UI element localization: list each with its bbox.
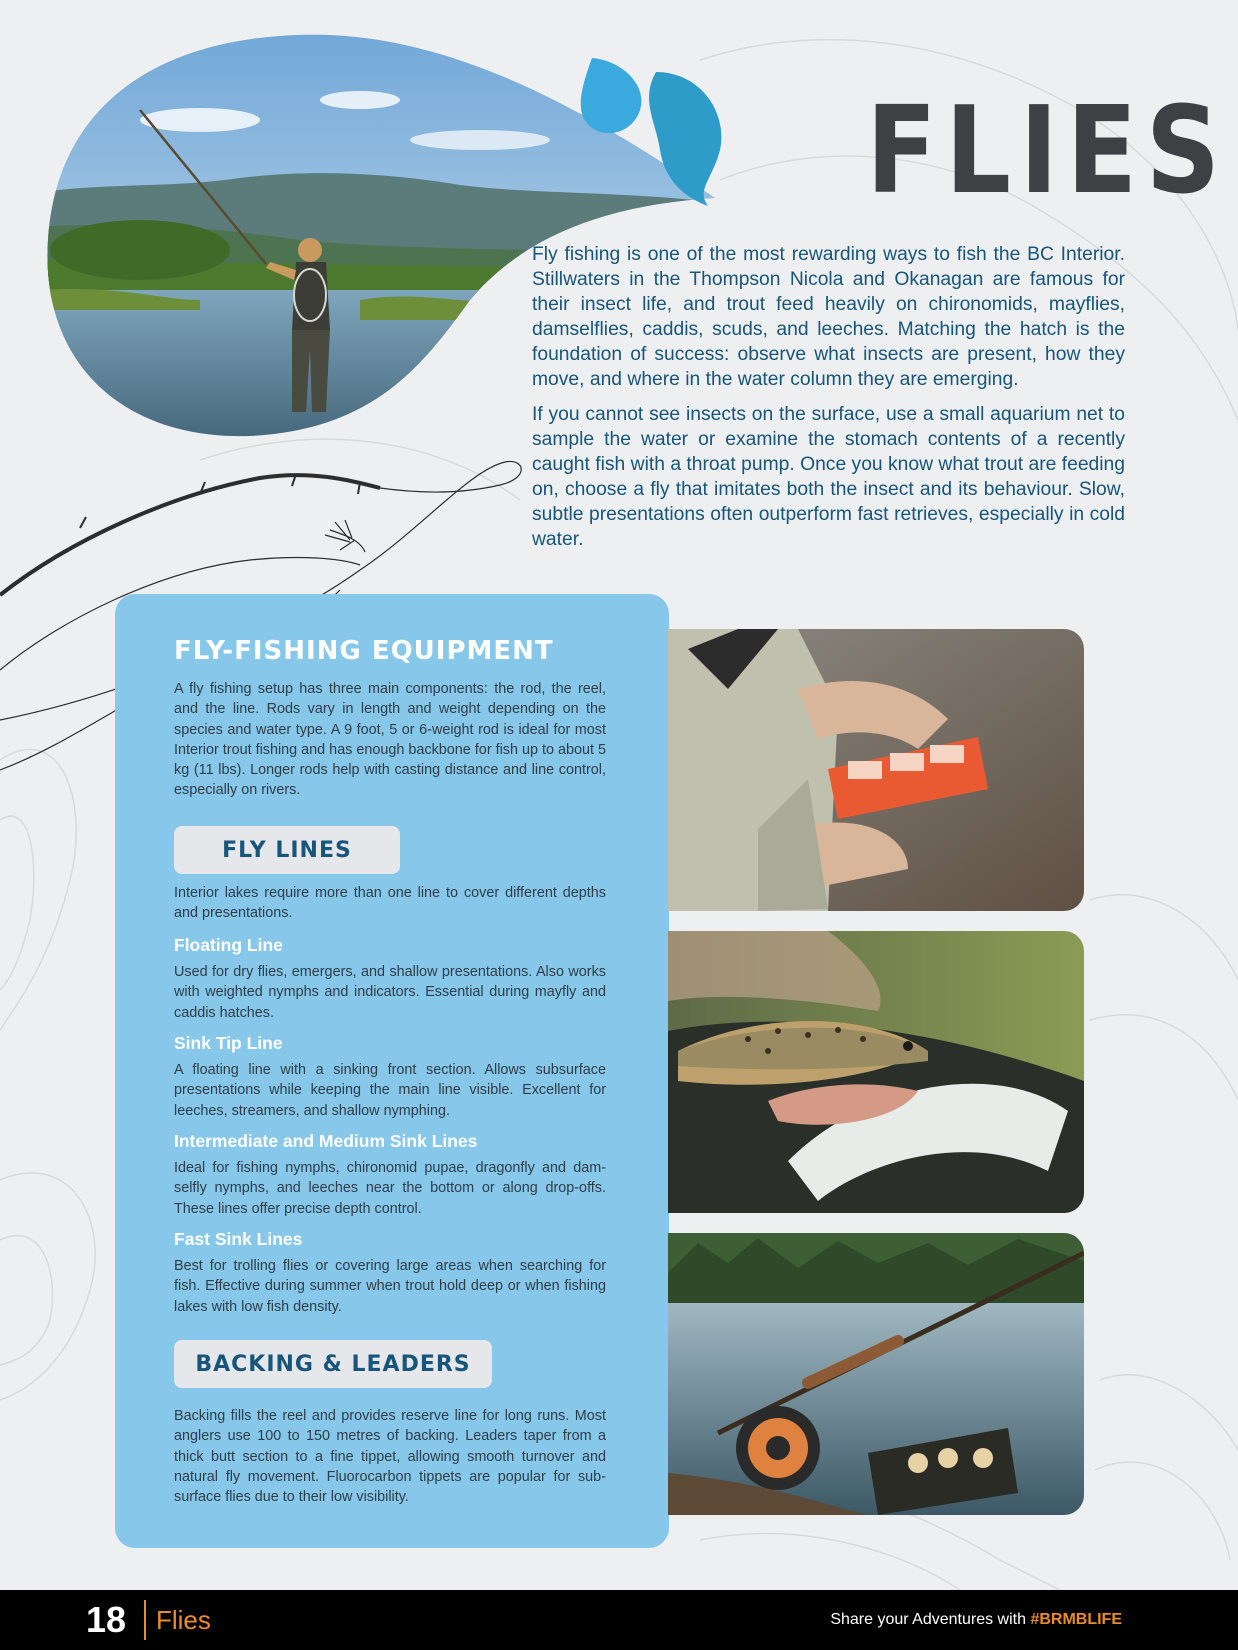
- page-number: 18: [86, 1599, 127, 1640]
- share-text: [830, 1608, 1122, 1632]
- floating-line-heading: Floating Line: [174, 935, 283, 955]
- fly-box-photo: [668, 629, 1084, 911]
- intro-paragraph: If you cannot see insects on the surface, use a small aquarium net to sample the water or examine the stomach contents of a recently caught fish with a throat pump. Once you know what trout are feeding on, choose a fly that imitates both the insect and its behaviour. Slow, subtle presentations often outperform fast retrieves, especially in cold water.: [532, 404, 1125, 550]
- trout-photo: [668, 931, 1084, 1213]
- intermediate-line-heading: Intermediate and Medium Sink Lines: [174, 1131, 478, 1151]
- intro-paragraph: Fly fishing is one of the most rewarding ways to fish the BC Interior. Stillwaters in the Thompson Nicola and Okanagan are famous for their insect life, and trout feed heavily on chironomids, mayflies, damselflies, caddis, scuds, and leeches. Matching the hatch is the foundation of success: observe what insects are present, how they move, and where in the water column they are emerging.: [532, 244, 1125, 390]
- floating-line-text: Used for dry flies, emergers, and shallow presentations. Also works with weighted nymphs and indicators. Essential during mayfly and caddis hatches.: [174, 964, 606, 1021]
- fly-lure-icon: [325, 520, 365, 552]
- backing-leaders-text: Backing fills the reel and provides reserve line for long runs. Most anglers use 100 to 150 metres of backing. Leaders taper from a thick butt section to a fine tippet, allowing smooth turnover and natural fly movement. Fluorocarbon tippets are popular for subsurface flies due to their low visibility.: [174, 1408, 606, 1506]
- footer-section-name: Flies: [156, 1605, 211, 1635]
- equipment-heading: FLY-FISHING EQUIPMENT: [174, 636, 554, 666]
- fly-lines-intro: Interior lakes require more than one line to cover different depths and presentations.: [174, 885, 606, 922]
- fast-sink-line-text: Best for trolling flies or covering large areas when searching for fish. Effective during summer when trout hold deep or when fishing lakes with low fish density.: [174, 1258, 606, 1315]
- rod-reel-photo: [668, 1233, 1084, 1515]
- share-prefix: Share your Adventures with: [830, 1611, 1031, 1628]
- footer-divider: [144, 1600, 146, 1640]
- intermediate-line-text: Ideal for fishing nymphs, chironomid pupae, dragonfly and damselfly nymphs, and leeches near the bottom or along drop-offs. These lines offer precise depth control.: [174, 1160, 606, 1217]
- sink-tip-line-heading: Sink Tip Line: [174, 1033, 283, 1053]
- page-title: FLIES: [866, 82, 1229, 221]
- intro-text: [532, 242, 1125, 562]
- fast-sink-line-heading: Fast Sink Lines: [174, 1229, 303, 1249]
- hashtag-link[interactable]: #BRMBLIFE: [1030, 1611, 1122, 1628]
- backing-leaders-label: BACKING & LEADERS: [174, 1340, 492, 1388]
- fly-lines-label: FLY LINES: [174, 826, 400, 874]
- sink-tip-line-text: A floating line with a sinking front section. Allows subsurface presentations while keeping the main line visible. Excellent for leeches, streamers, and shallow nymphing.: [174, 1062, 606, 1119]
- equipment-text: A fly fishing setup has three main components: the rod, the reel, and the line. Rods vary in length and weight depending on the species and water type. A 9 foot, 5 or 6-weight rod is ideal for most Interior trout fishing and has enough backbone for fish up to about 5 kg (11 lbs). Longer rods help with casting distance and line control, especially on rivers.: [174, 681, 607, 799]
